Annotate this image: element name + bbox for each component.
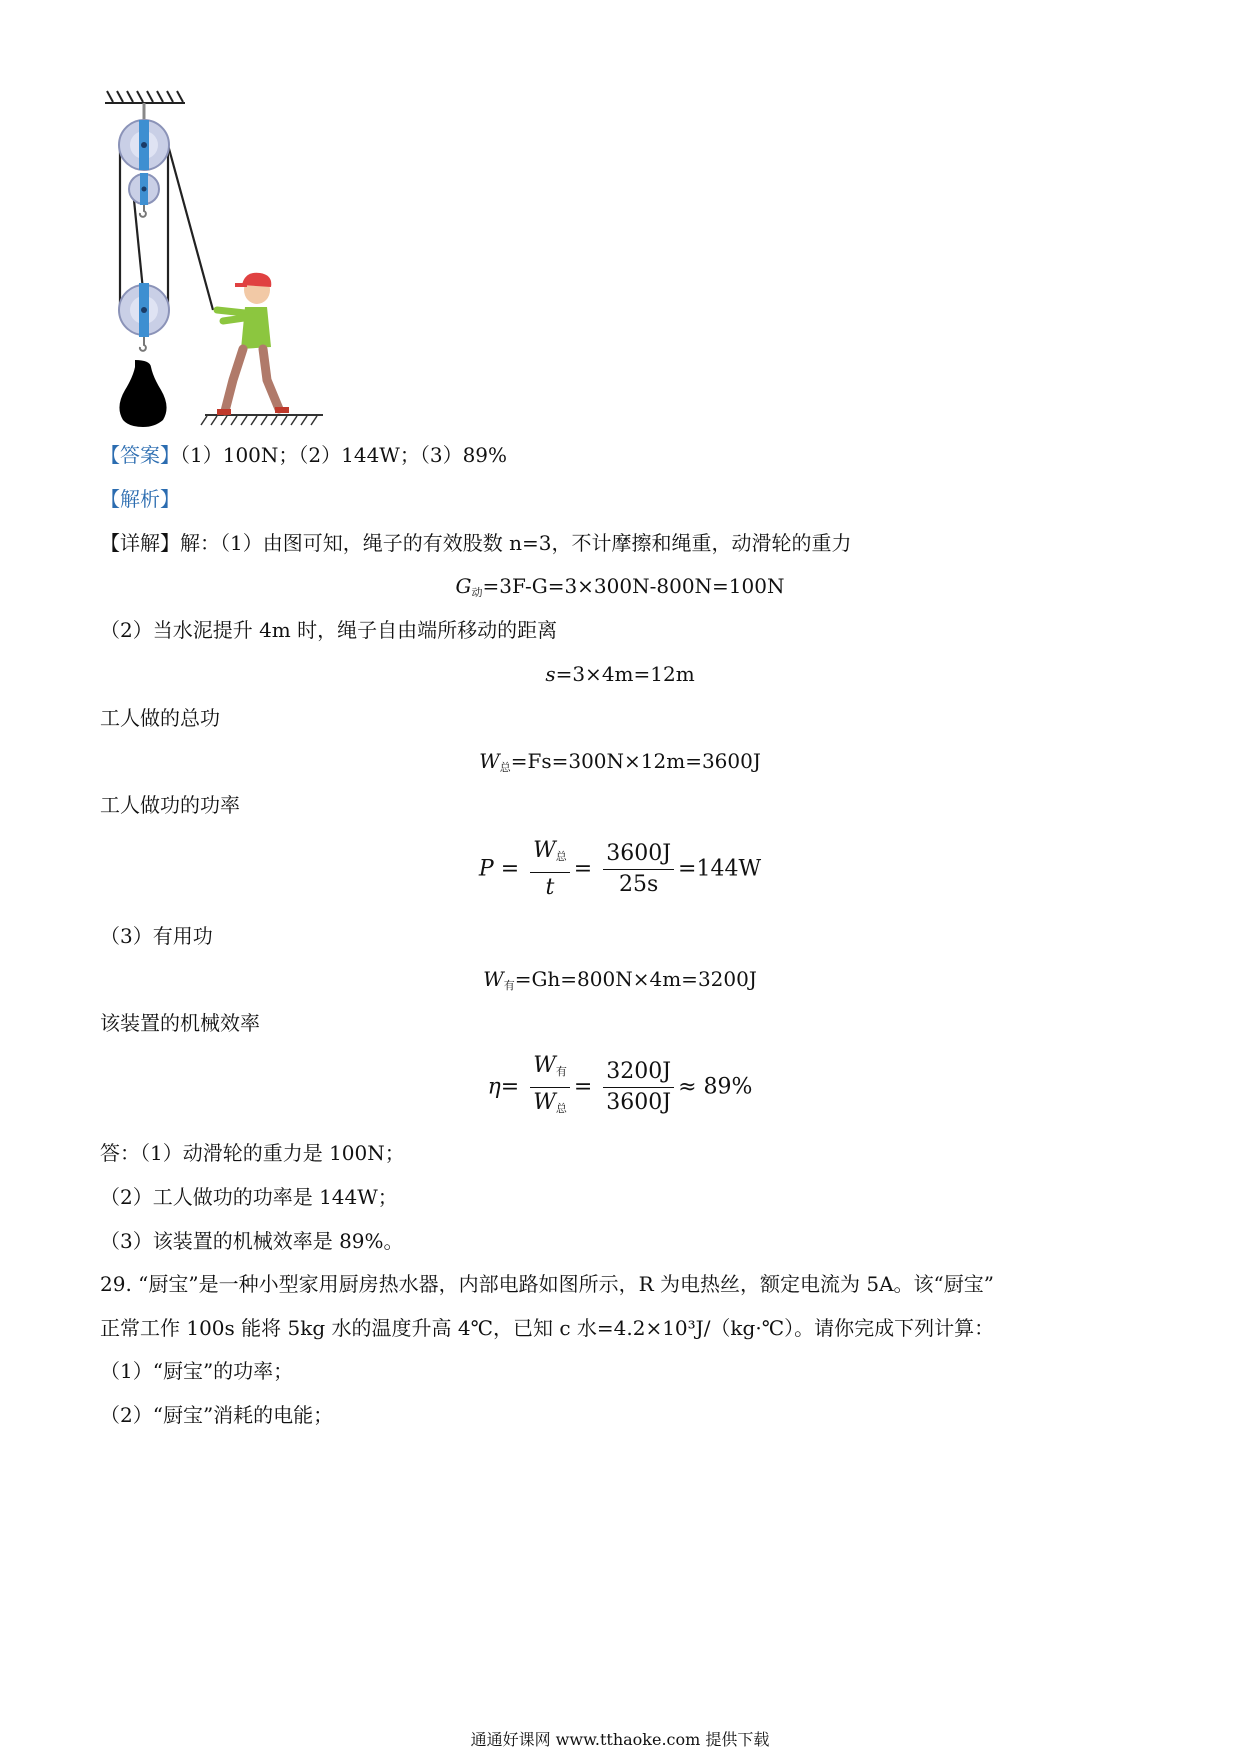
cement-bag [119,360,166,427]
eq5-rest: =Gh=800N×4m=3200J [514,967,757,991]
eq6-sub-top: 有 [555,1065,567,1078]
q29-line1: 29. “厨宝”是一种小型家用厨房热水器，内部电路如图所示，R 为电热丝，额定电流为 5A。该“厨宝” [100,1272,995,1296]
eq4-t: t [545,875,555,900]
fixed-pulley-large [119,103,169,170]
equation-1 [0,572,1240,607]
worker-figure [217,273,289,415]
power-label: 工人做功的功率 [100,793,240,817]
eq6-result: ≈ 89% [678,1074,753,1100]
eq6-fraction-2 [603,1059,674,1116]
eq4-den: 25s [618,872,659,897]
q29-sub1: （1）“厨宝”的功率； [100,1359,294,1383]
eq1-rest: =3F-G=3×300N-800N=100N [482,574,785,598]
ceiling-hatch [105,91,185,103]
q29-line2: 正常工作 100s 能将 5kg 水的温度升高 4℃，已知 c 水=4.2×10³J/（kg·℃）。请你完成下列计算： [100,1316,995,1340]
eq3-sub: 总 [499,761,511,774]
answer-text: （1）100N；（2）144W；（3）89% [180,443,508,467]
eq6-den: 3600J [606,1090,672,1115]
eq5-sub: 有 [503,979,515,992]
equation-2 [0,660,1240,688]
equation-6: η= $\frac{W_有}{W_总}$ = $\frac{3200J}{3600J}$ ≈ 89% [0,1053,1240,1122]
eq4-fraction-2 [603,841,674,898]
page-footer: 通通好课网 www.tthaoke.com 提供下载 [470,1730,770,1749]
eq4-num: 3600J [603,841,674,870]
eq4-symbol: P [478,856,494,882]
ropes [120,145,213,310]
eq3-rest: =Fs=300N×12m=3600J [510,749,761,773]
eq4-fraction-1 [530,838,570,901]
ground-hatch [201,415,323,425]
answer-tag: 【答案】 [100,443,180,467]
detail-tag: 【详解】 [100,531,180,555]
answer-line [100,441,507,469]
eq6-fraction-1 [530,1053,570,1122]
pulley-figure [95,85,335,435]
eq4-sub: 总 [555,850,567,863]
eq6-sub-bot: 总 [555,1102,567,1115]
q29-sub2: （2）“厨宝”消耗的电能； [100,1403,334,1427]
eq2-rest: =3×4m=12m [555,662,695,686]
step-2: （2）当水泥提升 4m 时，绳子自由端所移动的距离 [100,618,558,642]
eq6-num: 3200J [603,1059,674,1088]
eq6-w-bot: W [533,1090,556,1115]
analysis-tag: 【解析】 [100,487,180,511]
equation-4: P = $\frac{W_总}{t}$ = $\frac{3600J}{25s}$ =144W [478,838,762,900]
eq5-symbol: W [483,967,504,991]
eq3-symbol: W [479,749,500,773]
fixed-pulley-small [129,173,159,217]
eq1-sub: 动 [471,586,483,599]
eq2-symbol: s [545,662,556,686]
conclusion-3: （3）该装置的机械效率是 89%。 [100,1229,404,1253]
equation-3 [0,747,1240,782]
total-work-label: 工人做的总功 [100,706,220,730]
eq1-symbol: G [455,574,472,598]
conclusion-1: 答：（1）动滑轮的重力是 100N； [100,1141,405,1165]
eq4-result: =144W [678,856,762,882]
detail-text: 解：（1）由图可知，绳子的有效股数 n=3，不计摩擦和绳重，动滑轮的重力 [180,531,852,555]
detail-line [100,529,851,557]
eq6-w-top: W [533,1053,556,1078]
eq6-symbol: η [487,1074,501,1100]
step-3: （3）有用功 [100,924,213,948]
movable-pulley [119,283,169,351]
equation-5 [0,965,1240,1000]
efficiency-label: 该装置的机械效率 [100,1011,260,1035]
eq4-w: W [533,838,556,863]
conclusion-2: （2）工人做功的功率是 144W； [100,1185,398,1209]
